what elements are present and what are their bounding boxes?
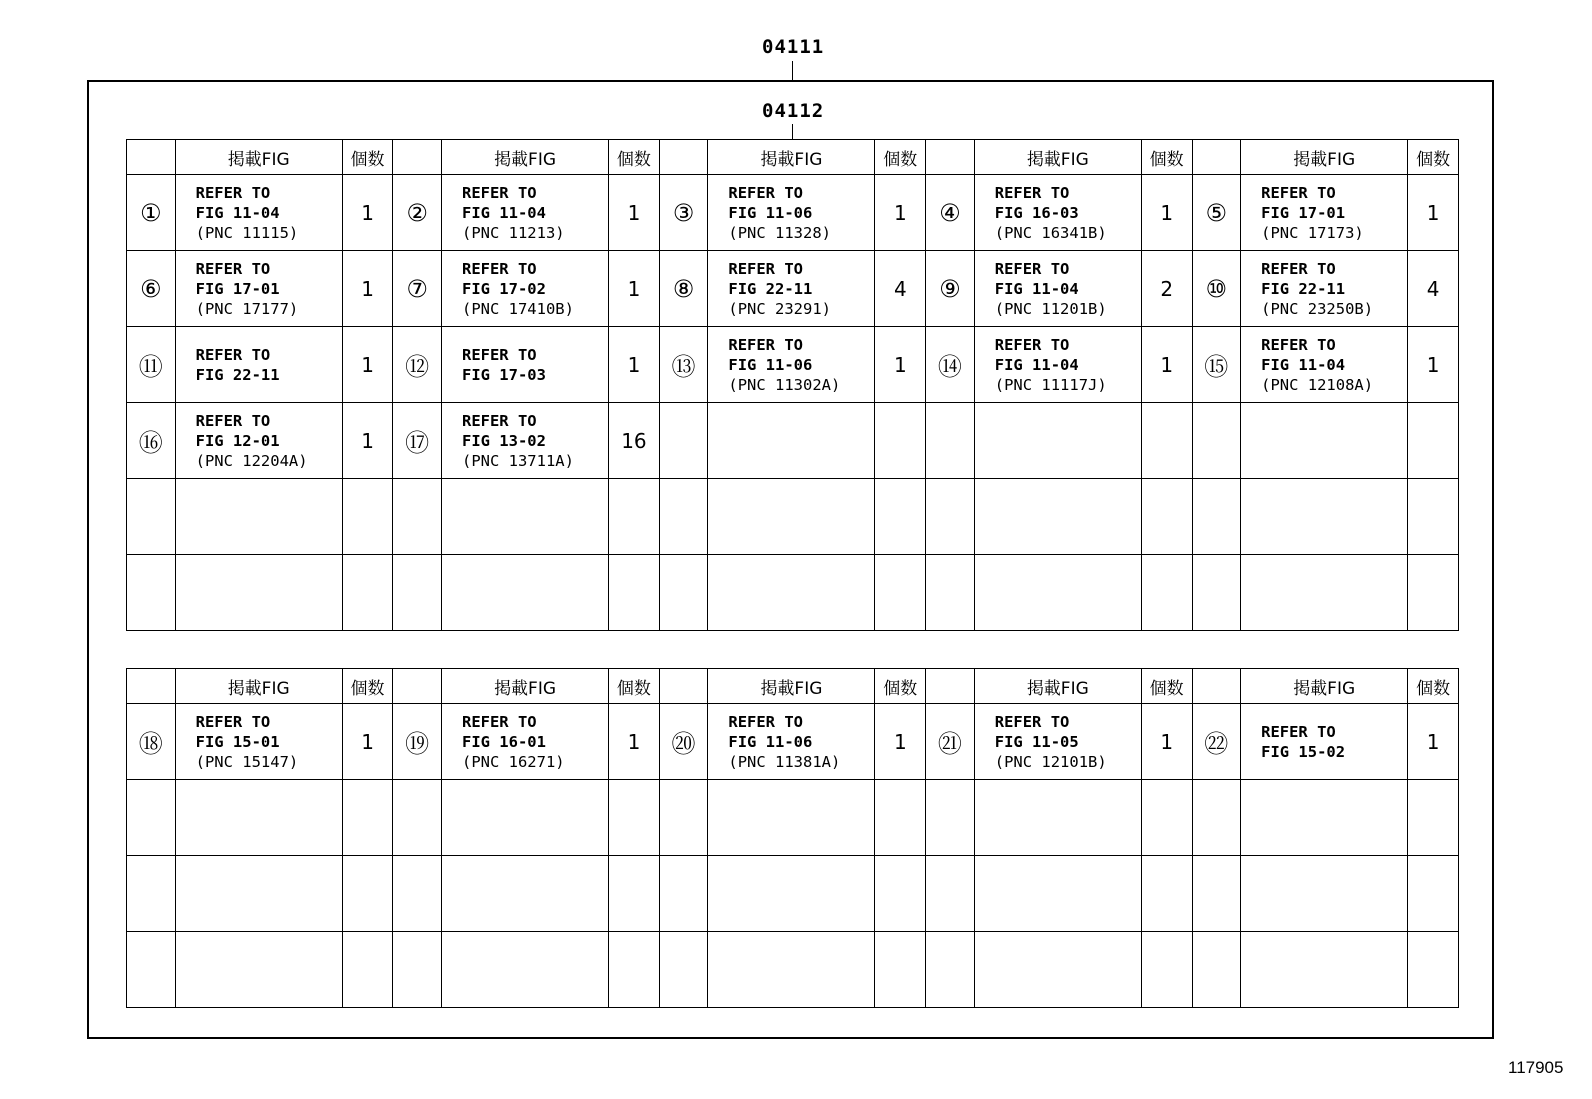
fig-reference-line: (PNC 23291) (728, 299, 832, 318)
item-number: ⑰ (393, 403, 442, 479)
item-quantity (342, 856, 393, 932)
item-number (659, 403, 708, 479)
fig-reference-line: REFER TO (195, 411, 271, 430)
fig-reference-line: FIG 15-01 (195, 732, 280, 751)
item-number: ⑥ (127, 251, 176, 327)
fig-reference-line: (PNC 17410B) (461, 299, 574, 318)
item-quantity: 1 (875, 704, 926, 780)
item-quantity (1141, 555, 1192, 631)
fig-reference-line: REFER TO (994, 183, 1070, 202)
header-qty-label: 個数 (1141, 140, 1192, 175)
fig-reference-line: REFER TO (195, 712, 271, 731)
item-number: ⑩ (1192, 251, 1241, 327)
fig-reference-line: FIG 22-11 (728, 279, 813, 298)
item-quantity (609, 780, 660, 856)
fig-reference-line: FIG 17-01 (1261, 203, 1346, 222)
item-quantity (609, 856, 660, 932)
fig-reference-line: (PNC 11381A) (728, 752, 841, 771)
fig-reference (175, 780, 342, 856)
fig-reference-line: REFER TO (1261, 183, 1336, 202)
item-number: ② (393, 175, 442, 251)
fig-reference (708, 479, 875, 555)
item-quantity (609, 932, 660, 1008)
item-number (393, 555, 442, 631)
fig-reference-line: (PNC 11213) (461, 223, 565, 242)
header-qty-label: 個数 (342, 669, 393, 704)
item-quantity: 1 (609, 175, 660, 251)
item-quantity (1408, 932, 1459, 1008)
item-number (393, 856, 442, 932)
item-quantity: 1 (342, 251, 393, 327)
fig-reference-line: FIG 17-01 (195, 279, 280, 298)
fig-reference-line: REFER TO (728, 259, 804, 278)
fig-reference (175, 704, 342, 780)
header-qty-label: 個数 (1408, 669, 1459, 704)
header-fig-label: 掲載FIG (1241, 140, 1408, 175)
fig-reference-line: FIG 12-01 (195, 431, 280, 450)
fig-reference-line: FIG 17-03 (461, 365, 546, 384)
table-row (127, 403, 1459, 479)
item-number (393, 780, 442, 856)
fig-reference-line: FIG 11-04 (461, 203, 546, 222)
fig-reference-line: FIG 22-11 (1261, 279, 1346, 298)
item-number (659, 479, 708, 555)
item-quantity: 1 (342, 403, 393, 479)
fig-reference (708, 175, 875, 251)
fig-reference (441, 403, 608, 479)
fig-reference-line: REFER TO (461, 183, 537, 202)
fig-reference-line: REFER TO (461, 712, 537, 731)
fig-reference (708, 932, 875, 1008)
item-quantity: 1 (609, 251, 660, 327)
header-fig-label: 掲載FIG (175, 669, 342, 704)
fig-reference (974, 856, 1141, 932)
fig-reference-line: REFER TO (994, 712, 1070, 731)
item-number (926, 856, 975, 932)
fig-reference (175, 932, 342, 1008)
fig-reference-line: FIG 11-06 (728, 732, 813, 751)
item-number (1192, 403, 1241, 479)
fig-reference-line: REFER TO (728, 335, 804, 354)
fig-reference-line: (PNC 11201B) (994, 299, 1107, 318)
table-row (127, 251, 1459, 327)
fig-reference (441, 780, 608, 856)
fig-reference (441, 327, 608, 403)
header-fig-label: 掲載FIG (441, 669, 608, 704)
fig-reference (974, 932, 1141, 1008)
fig-reference-line: (PNC 16271) (461, 752, 565, 771)
header-qty-label: 個数 (875, 140, 926, 175)
item-quantity: 1 (609, 327, 660, 403)
item-quantity: 1 (1141, 175, 1192, 251)
item-quantity: 1 (1408, 175, 1459, 251)
item-number (926, 403, 975, 479)
header-fig-label: 掲載FIG (1241, 669, 1408, 704)
fig-reference (1241, 175, 1408, 251)
header-qty-label: 個数 (609, 669, 660, 704)
item-number (659, 555, 708, 631)
fig-reference (708, 403, 875, 479)
fig-reference (1241, 780, 1408, 856)
fig-reference (974, 403, 1141, 479)
fig-reference (175, 175, 342, 251)
table-row (127, 932, 1459, 1008)
fig-reference-line: (PNC 11328) (728, 223, 832, 242)
header-blank-cell (393, 669, 442, 704)
item-number: ④ (926, 175, 975, 251)
fig-reference-line: (PNC 12204A) (195, 451, 308, 470)
item-number (926, 932, 975, 1008)
item-number (127, 479, 176, 555)
item-number (659, 856, 708, 932)
fig-reference (441, 251, 608, 327)
fig-reference-line: FIG 16-03 (994, 203, 1079, 222)
item-quantity: 1 (609, 704, 660, 780)
item-quantity: 4 (1408, 251, 1459, 327)
item-quantity: 1 (342, 175, 393, 251)
fig-reference-line: (PNC 16341B) (994, 223, 1107, 242)
item-number (659, 932, 708, 1008)
item-quantity: 4 (875, 251, 926, 327)
fig-reference (974, 175, 1141, 251)
item-quantity: 1 (1141, 327, 1192, 403)
item-number (1192, 555, 1241, 631)
item-number: ⑲ (393, 704, 442, 780)
item-number (127, 856, 176, 932)
item-number: ⑦ (393, 251, 442, 327)
item-number: ⑯ (127, 403, 176, 479)
item-number: ⑱ (127, 704, 176, 780)
item-quantity (875, 403, 926, 479)
item-number (659, 780, 708, 856)
header-blank-cell (127, 669, 176, 704)
fig-reference (175, 403, 342, 479)
item-number (393, 479, 442, 555)
table-row (127, 175, 1459, 251)
fig-reference-line: (PNC 17173) (1261, 223, 1364, 242)
fig-reference (974, 780, 1141, 856)
fig-reference (708, 780, 875, 856)
item-number: ⑪ (127, 327, 176, 403)
item-number: ㉑ (926, 704, 975, 780)
header-blank-cell (659, 140, 708, 175)
fig-reference (1241, 555, 1408, 631)
item-number: ⑤ (1192, 175, 1241, 251)
header-blank-cell (926, 669, 975, 704)
fig-reference-line: FIG 16-01 (461, 732, 546, 751)
parts-table-upper (126, 139, 1459, 631)
fig-reference (708, 704, 875, 780)
fig-reference (708, 327, 875, 403)
item-number (127, 932, 176, 1008)
table-row (127, 704, 1459, 780)
fig-reference (708, 856, 875, 932)
item-number: ① (127, 175, 176, 251)
fig-reference-line: REFER TO (461, 259, 537, 278)
fig-reference (1241, 403, 1408, 479)
fig-reference-line: (PNC 23250B) (1261, 299, 1374, 318)
fig-reference-line: FIG 11-04 (1261, 355, 1346, 374)
item-number: ⑨ (926, 251, 975, 327)
item-quantity (1141, 479, 1192, 555)
header-qty-label: 個数 (342, 140, 393, 175)
assembly-label-04112: 04112 (762, 100, 825, 122)
fig-reference (1241, 479, 1408, 555)
fig-reference (175, 856, 342, 932)
item-number: ⑧ (659, 251, 708, 327)
fig-reference-line: FIG 13-02 (461, 431, 546, 450)
item-quantity (1408, 856, 1459, 932)
fig-reference (175, 479, 342, 555)
fig-reference-line: (PNC 11115) (195, 223, 299, 242)
fig-reference (974, 555, 1141, 631)
item-number: ⑬ (659, 327, 708, 403)
item-quantity (342, 555, 393, 631)
fig-reference-line: REFER TO (461, 411, 537, 430)
item-quantity (609, 479, 660, 555)
item-number (127, 780, 176, 856)
header-qty-label: 個数 (875, 669, 926, 704)
fig-reference-line: REFER TO (994, 335, 1070, 354)
item-number (926, 780, 975, 856)
fig-reference-line: FIG 11-05 (994, 732, 1079, 751)
fig-reference (441, 856, 608, 932)
fig-reference-line: (PNC 11302A) (728, 375, 841, 394)
fig-reference-line: (PNC 15147) (195, 752, 299, 771)
header-blank-cell (659, 669, 708, 704)
item-number (1192, 856, 1241, 932)
fig-reference-line: REFER TO (1261, 259, 1336, 278)
fig-reference-line: FIG 11-06 (728, 203, 813, 222)
fig-reference (175, 251, 342, 327)
item-quantity (875, 780, 926, 856)
figure-id: 117905 (1508, 1058, 1564, 1077)
item-quantity (1141, 403, 1192, 479)
item-number: ㉒ (1192, 704, 1241, 780)
fig-reference (441, 932, 608, 1008)
item-number: ⑭ (926, 327, 975, 403)
fig-reference (441, 175, 608, 251)
header-blank-cell (1192, 140, 1241, 175)
table-row (127, 780, 1459, 856)
fig-reference (974, 251, 1141, 327)
item-quantity: 2 (1141, 251, 1192, 327)
item-quantity (342, 479, 393, 555)
item-quantity (1141, 856, 1192, 932)
header-qty-label: 個数 (1141, 669, 1192, 704)
header-fig-label: 掲載FIG (441, 140, 608, 175)
header-fig-label: 掲載FIG (708, 669, 875, 704)
fig-reference-line: FIG 17-02 (461, 279, 546, 298)
item-number (1192, 780, 1241, 856)
table-header-row (127, 669, 1459, 704)
fig-reference (708, 251, 875, 327)
fig-reference-line: REFER TO (728, 712, 804, 731)
item-number (127, 555, 176, 631)
fig-reference (441, 704, 608, 780)
header-fig-label: 掲載FIG (708, 140, 875, 175)
item-quantity: 1 (1408, 704, 1459, 780)
item-quantity: 16 (609, 403, 660, 479)
fig-reference-line: FIG 11-04 (994, 279, 1079, 298)
fig-reference-line: REFER TO (994, 259, 1070, 278)
fig-reference (1241, 932, 1408, 1008)
item-number (1192, 932, 1241, 1008)
fig-reference-line: (PNC 13711A) (461, 451, 574, 470)
header-blank-cell (926, 140, 975, 175)
item-number (393, 932, 442, 1008)
fig-reference (441, 555, 608, 631)
item-quantity (1141, 780, 1192, 856)
fig-reference-line: FIG 11-06 (728, 355, 813, 374)
item-number (926, 479, 975, 555)
item-quantity (875, 856, 926, 932)
item-quantity (875, 479, 926, 555)
item-quantity (342, 780, 393, 856)
header-blank-cell (1192, 669, 1241, 704)
leader-line-outer (792, 61, 793, 81)
fig-reference-line: REFER TO (1261, 335, 1336, 354)
fig-reference-line: (PNC 12101B) (994, 752, 1107, 771)
fig-reference (175, 327, 342, 403)
fig-reference (1241, 327, 1408, 403)
header-blank-cell (127, 140, 176, 175)
item-quantity: 1 (875, 327, 926, 403)
fig-reference (974, 479, 1141, 555)
table-row (127, 479, 1459, 555)
fig-reference (974, 327, 1141, 403)
item-quantity (875, 555, 926, 631)
item-quantity (1408, 555, 1459, 631)
header-blank-cell (393, 140, 442, 175)
item-quantity (1408, 780, 1459, 856)
item-number: ⑮ (1192, 327, 1241, 403)
fig-reference-line: REFER TO (728, 183, 804, 202)
fig-reference-line: REFER TO (195, 345, 271, 364)
fig-reference-line: REFER TO (461, 345, 537, 364)
item-quantity (1141, 932, 1192, 1008)
fig-reference (1241, 704, 1408, 780)
fig-reference-line: FIG 11-04 (994, 355, 1079, 374)
fig-reference-line: (PNC 17177) (195, 299, 299, 318)
parts-table-lower (126, 668, 1459, 1008)
item-number: ⑳ (659, 704, 708, 780)
fig-reference-line: (PNC 11117J) (994, 375, 1107, 394)
leader-line-inner (792, 124, 793, 140)
table-row (127, 555, 1459, 631)
item-quantity: 1 (342, 704, 393, 780)
header-fig-label: 掲載FIG (175, 140, 342, 175)
item-quantity: 1 (342, 327, 393, 403)
fig-reference-line: FIG 11-04 (195, 203, 280, 222)
fig-reference-line: FIG 15-02 (1261, 742, 1346, 761)
fig-reference-line: FIG 22-11 (195, 365, 280, 384)
fig-reference-line: REFER TO (195, 183, 271, 202)
fig-reference (1241, 856, 1408, 932)
fig-reference (974, 704, 1141, 780)
table-row (127, 856, 1459, 932)
assembly-label-04111: 04111 (762, 36, 825, 58)
fig-reference (1241, 251, 1408, 327)
item-number (926, 555, 975, 631)
item-quantity: 1 (1408, 327, 1459, 403)
header-fig-label: 掲載FIG (974, 140, 1141, 175)
item-quantity (609, 555, 660, 631)
table-header-row (127, 140, 1459, 175)
fig-reference (175, 555, 342, 631)
header-fig-label: 掲載FIG (974, 669, 1141, 704)
fig-reference-line: (PNC 12108A) (1261, 375, 1374, 394)
item-quantity (1408, 479, 1459, 555)
fig-reference (441, 479, 608, 555)
item-number: ③ (659, 175, 708, 251)
table-row (127, 327, 1459, 403)
fig-reference (708, 555, 875, 631)
item-quantity (875, 932, 926, 1008)
item-quantity (342, 932, 393, 1008)
header-qty-label: 個数 (1408, 140, 1459, 175)
item-quantity (1408, 403, 1459, 479)
fig-reference-line: REFER TO (1261, 722, 1336, 741)
fig-reference-line: REFER TO (195, 259, 271, 278)
item-number (1192, 479, 1241, 555)
header-qty-label: 個数 (609, 140, 660, 175)
item-number: ⑫ (393, 327, 442, 403)
item-quantity: 1 (875, 175, 926, 251)
item-quantity: 1 (1141, 704, 1192, 780)
